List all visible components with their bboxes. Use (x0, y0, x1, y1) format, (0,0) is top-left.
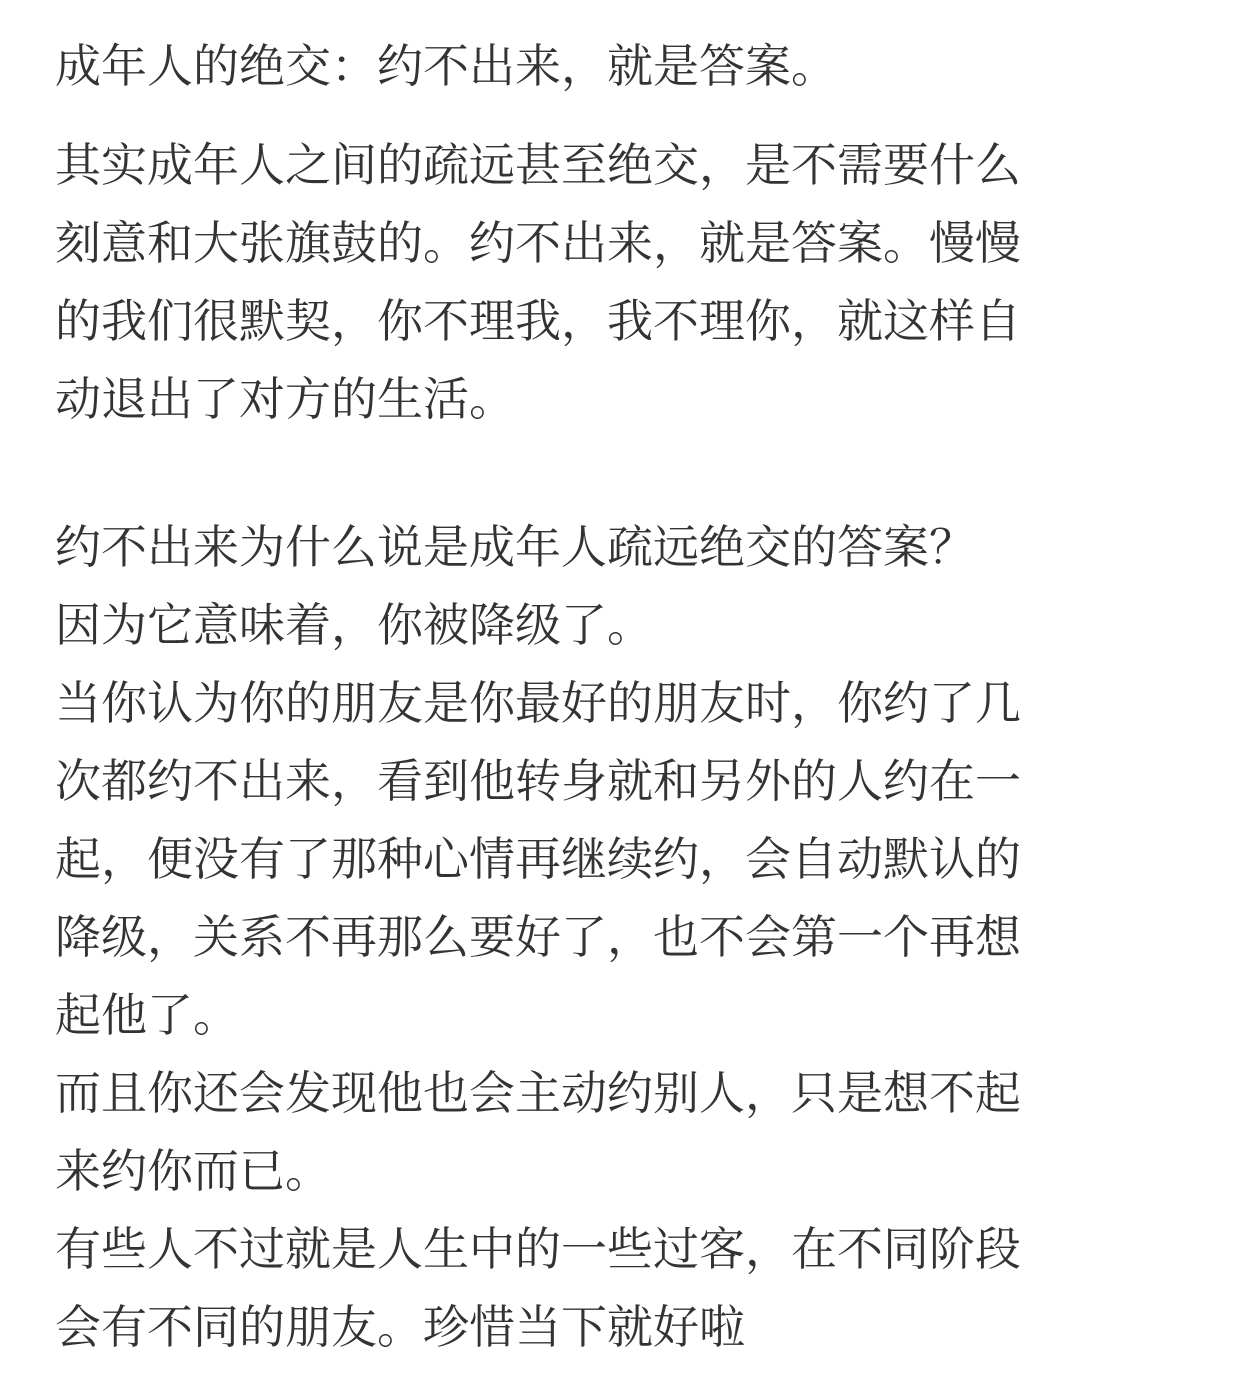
text-line: 动退出了对方的生活。 (55, 372, 515, 426)
text-line: 会有不同的朋友。珍惜当下就好啦 (55, 1300, 745, 1354)
text-line: 当你认为你的朋友是你最好的朋友时，你约了几 (55, 676, 1021, 730)
text-line: 的我们很默契，你不理我，我不理你，就这样自 (55, 294, 1021, 348)
text-line: 起，便没有了那种心情再继续约，会自动默认的 (55, 832, 1021, 886)
text-line: 因为它意味着，你被降级了。 (55, 598, 653, 652)
text-line: 有些人不过就是人生中的一些过客，在不同阶段 (55, 1222, 1021, 1276)
text-line: 其实成年人之间的疏远甚至绝交，是不需要什么 (55, 138, 1021, 192)
text-line: 降级，关系不再那么要好了，也不会第一个再想 (55, 910, 1021, 964)
paragraph-intro (55, 126, 1199, 438)
text-line: 而且你还会发现他也会主动约别人，只是想不起 (55, 1066, 1021, 1120)
text-line: 来约你而已。 (55, 1144, 331, 1198)
text-line: 约不出来为什么说是成年人疏远绝交的答案？ (55, 520, 975, 574)
text-line: 刻意和大张旗鼓的。约不出来，就是答案。慢慢 (55, 216, 1021, 270)
paragraph-body (55, 508, 1199, 1366)
text-line: 次都约不出来，看到他转身就和另外的人约在一 (55, 754, 1021, 808)
article-title: 成年人的绝交：约不出来，就是答案。 (55, 39, 837, 93)
text-line: 起他了。 (55, 988, 239, 1042)
paragraph-gap (55, 438, 1199, 508)
